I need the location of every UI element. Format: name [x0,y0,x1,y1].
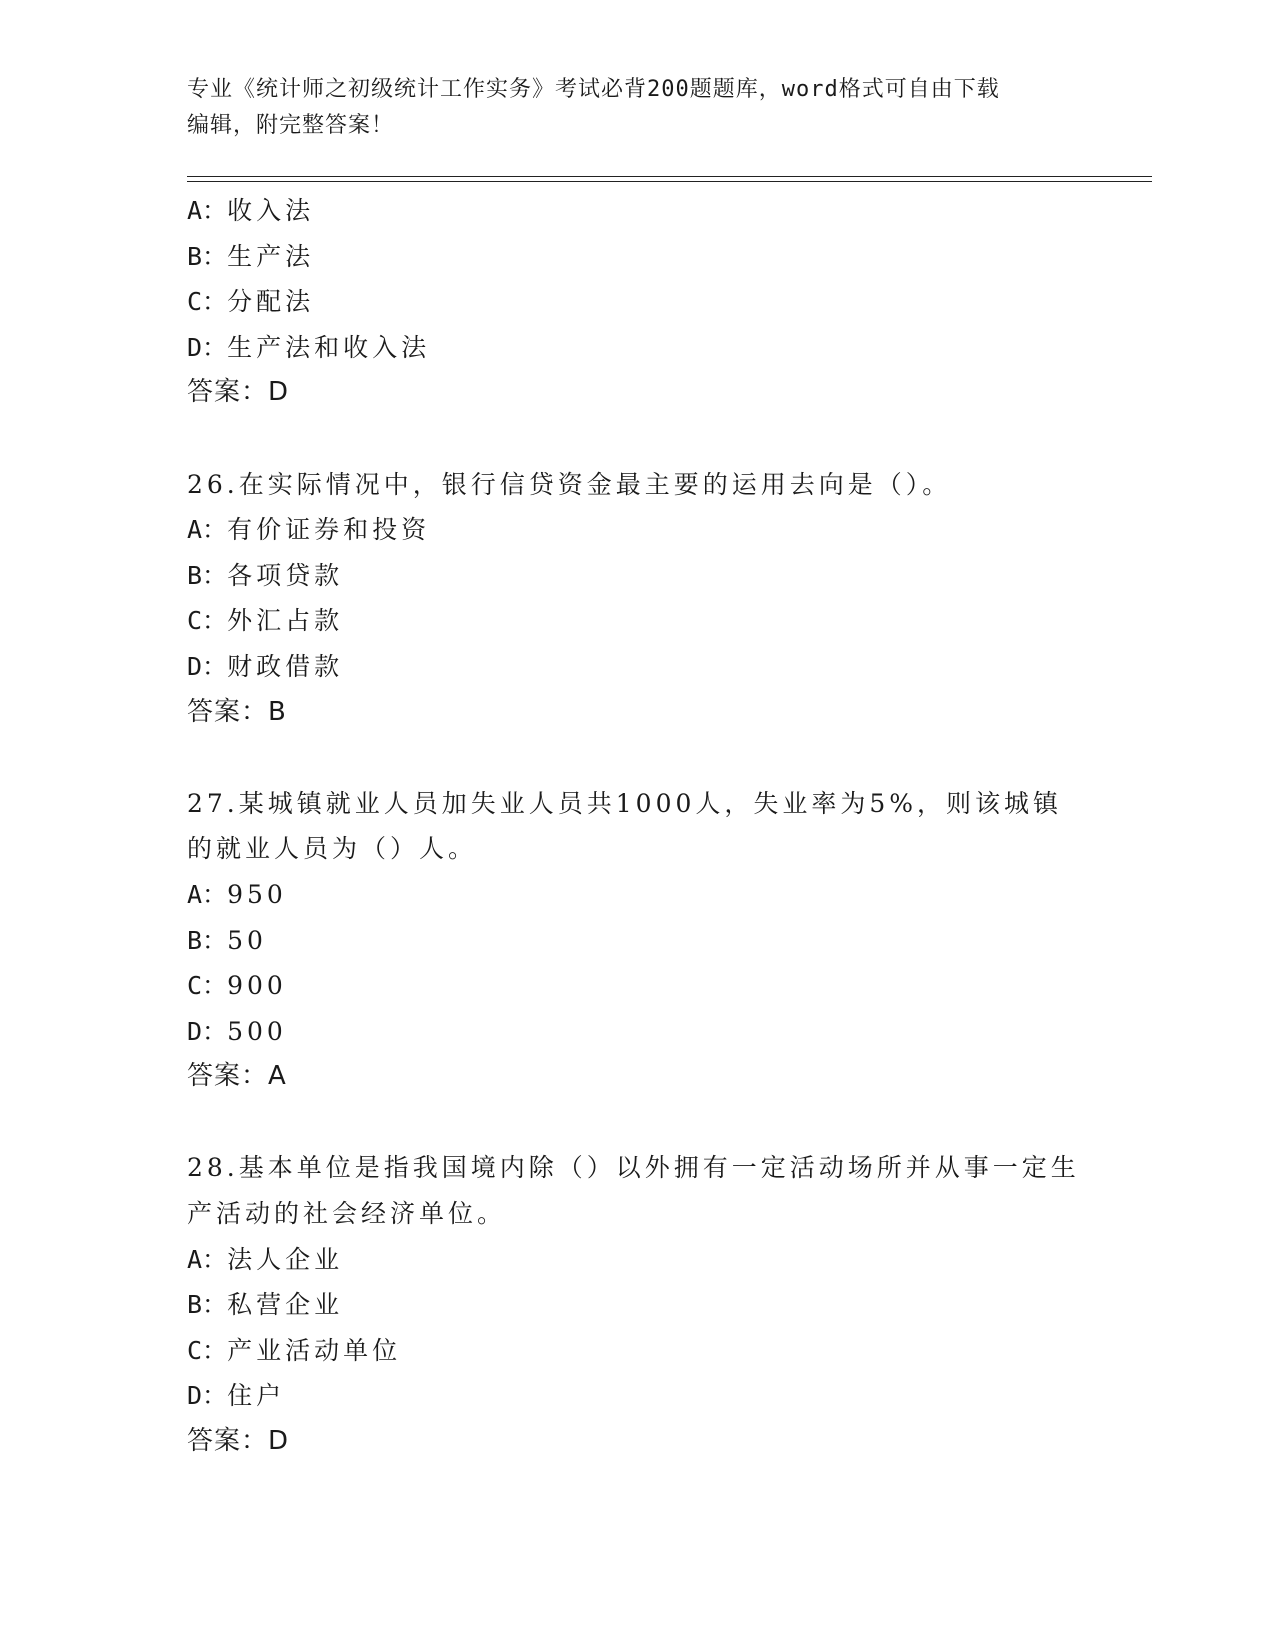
option-b [187,553,1087,599]
option-d [187,325,1087,371]
answer-line: 答案：B [187,696,287,727]
spacer [187,416,1087,462]
answer-line: 答案：D [187,1426,290,1457]
header-divider-bottom [187,181,1152,182]
option-letter: D： [187,1016,228,1046]
header-divider-top [187,176,1152,177]
option-c [187,279,1087,325]
option-c [187,1328,1087,1374]
spacer [187,1100,1087,1146]
option-letter: D： [187,1381,228,1411]
option-d [187,1373,1087,1419]
option-c [187,963,1087,1009]
option-a [187,188,1087,234]
option-c [187,598,1087,644]
option-b [187,234,1087,280]
option-letter: A： [187,515,228,545]
option-text: 500 [227,1016,287,1046]
option-text: 产业活动单位 [227,1335,402,1365]
spacer [187,735,1087,781]
header-line-1: 专业《统计师之初级统计工作实务》考试必背200题题库，word格式可自由下载 [187,77,1000,102]
option-text: 外汇占款 [227,606,344,636]
answer-line: 答案：A [187,1061,287,1092]
option-letter: C： [187,1335,228,1365]
option-letter: A： [187,196,228,225]
option-a [187,872,1087,918]
option-b [187,1282,1087,1328]
header-line-2: 编辑，附完整答案！ [187,113,395,138]
option-text: 收入法 [227,196,315,225]
option-text: 住户 [227,1381,286,1411]
option-a [187,1237,1087,1283]
question-block-continued [187,188,1087,416]
option-letter: D： [187,651,228,681]
option-letter: B： [187,1290,228,1320]
option-letter: A： [187,879,228,909]
option-letter: C： [187,971,228,1001]
answer-line: 答案：D [187,377,290,408]
document-header [187,72,1087,144]
option-text: 生产法和收入法 [227,332,431,362]
option-text: 生产法 [227,241,315,271]
option-letter: C： [187,287,228,317]
option-text: 各项贷款 [227,560,344,590]
option-letter: B： [187,925,228,955]
option-text: 私营企业 [227,1290,344,1320]
option-text: 900 [227,971,287,1001]
option-letter: B： [187,241,228,271]
option-text: 50 [227,925,267,955]
option-a [187,507,1087,553]
question-block-26 [187,462,1087,736]
question-block-28 [187,1145,1087,1464]
question-text: 28.基本单位是指我国境内除（）以外拥有一定活动场所并从事一定生产活动的社会经济单位。 [187,1153,1080,1229]
option-d [187,644,1087,690]
question-text: 26.在实际情况中，银行信贷资金最主要的运用去向是（）。 [187,469,952,499]
option-text: 950 [227,879,287,909]
option-letter: C： [187,606,228,636]
question-list [187,188,1087,1465]
option-letter: B： [187,560,228,590]
option-d [187,1009,1087,1055]
option-b [187,918,1087,964]
question-text: 27.某城镇就业人员加失业人员共1000人，失业率为5%，则该城镇的就业人员为（）人。 [187,788,1063,864]
option-letter: D： [187,332,228,362]
option-text: 有价证券和投资 [227,515,431,545]
question-block-27 [187,781,1087,1100]
option-text: 财政借款 [227,651,344,681]
option-text: 分配法 [227,287,315,317]
option-text: 法人企业 [227,1244,344,1274]
option-letter: A： [187,1244,228,1274]
